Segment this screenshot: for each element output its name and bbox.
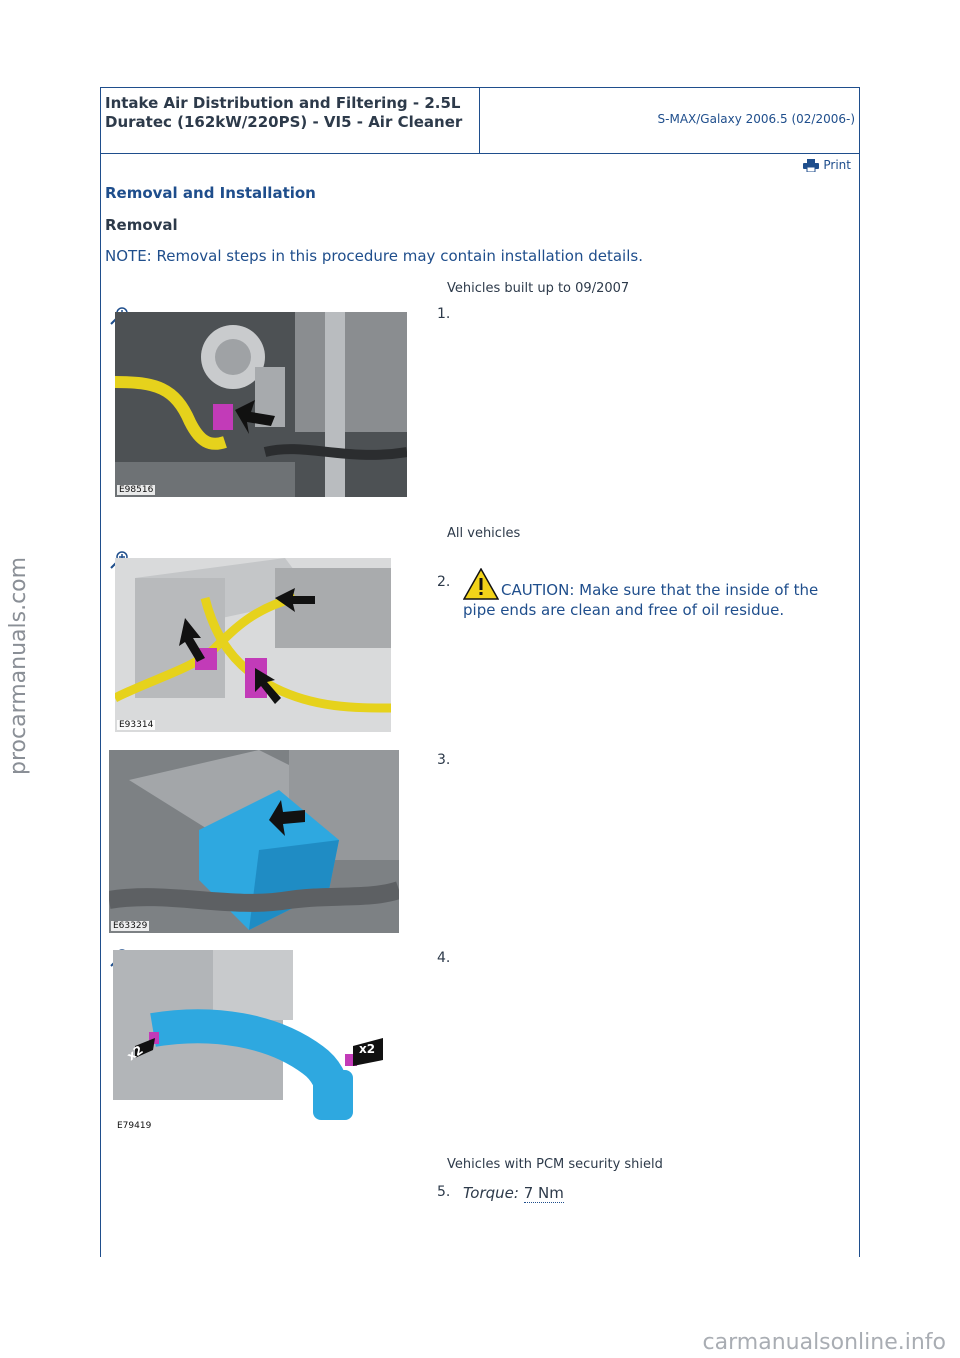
condition-label: Vehicles with PCM security shield xyxy=(447,1157,663,1172)
step-number: 4. xyxy=(437,950,451,966)
figure-id: E93314 xyxy=(119,720,154,730)
page-title: Intake Air Distribution and Filtering - 2.5L Duratec (162kW/220PS) - VI5 - Air Cleaner xyxy=(105,94,463,131)
watermark-left: procarmanuals.com xyxy=(6,556,31,775)
printer-icon xyxy=(803,159,819,172)
torque-value[interactable]: 7 Nm xyxy=(523,1184,564,1202)
step-number: 1. xyxy=(437,306,451,322)
header-divider xyxy=(479,88,480,153)
quantity-annotation: x2 xyxy=(124,1042,146,1064)
step-number: 2. xyxy=(437,574,451,590)
caution-message: CAUTION: Make sure that the inside of the pipe ends are clean and free of oil residue. xyxy=(463,581,819,619)
header-row xyxy=(101,88,859,154)
step-number: 5. xyxy=(437,1184,451,1200)
document-frame xyxy=(100,87,860,1257)
quantity-annotation: x2 xyxy=(359,1042,376,1056)
warning-icon xyxy=(463,568,499,600)
figure-1[interactable] xyxy=(115,312,407,497)
watermark-bottom: carmanualsonline.info xyxy=(702,1330,946,1355)
torque-spec xyxy=(463,1184,564,1202)
caution-text xyxy=(463,568,823,620)
torque-label: Torque: xyxy=(463,1184,519,1202)
figure-id: E63329 xyxy=(113,921,148,931)
figure-4[interactable] xyxy=(113,950,385,1135)
condition-label: Vehicles built up to 09/2007 xyxy=(447,281,630,296)
print-button[interactable] xyxy=(803,158,851,172)
step-number: 3. xyxy=(437,752,451,768)
condition-label: All vehicles xyxy=(447,526,521,541)
figure-id: E79419 xyxy=(117,1121,152,1131)
figure-2[interactable] xyxy=(115,558,391,732)
subsection-title: Removal xyxy=(105,216,178,234)
print-label: Print xyxy=(823,158,851,172)
section-title: Removal and Installation xyxy=(105,184,316,202)
model-label: S-MAX/Galaxy 2006.5 (02/2006-) xyxy=(657,112,855,126)
figure-3[interactable] xyxy=(109,750,399,933)
figure-id: E98516 xyxy=(119,485,154,495)
note-text: NOTE: Removal steps in this procedure may contain installation details. xyxy=(105,247,643,265)
